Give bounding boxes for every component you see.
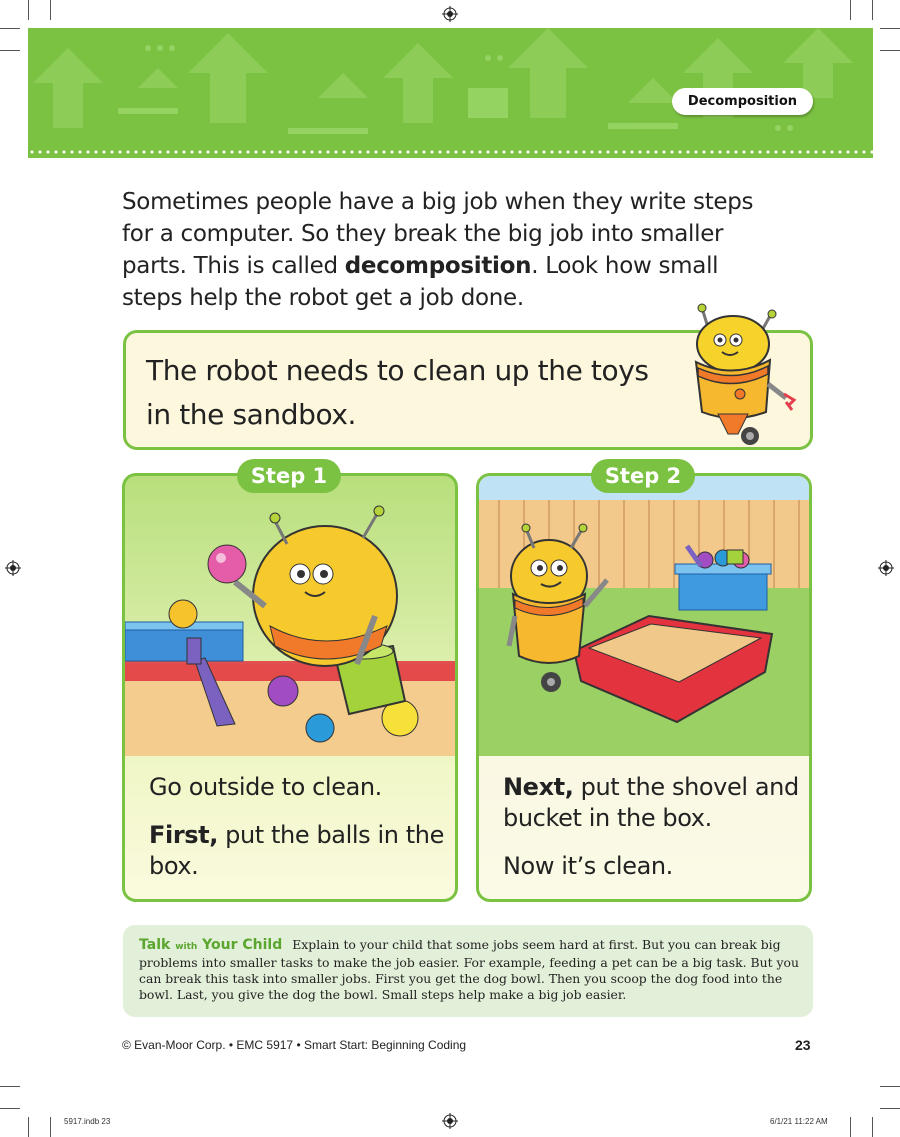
step-2-text: put the shovel and <box>573 773 799 801</box>
crop-mark <box>880 1108 900 1109</box>
dotted-line-decoration <box>28 150 873 154</box>
tip-text: Explain to your child that some jobs seem hard at first. But you can break big problems into smaller tasks to make the job easier. For example, feeding a pet can be a big task. But you can break this task into smaller jobs. First you get the dog bowl. Then you scoop the dog food into the bowl. Last, you give the dog the bowl. Small steps help make a big job easier. <box>139 937 799 1002</box>
crop-mark <box>850 1117 851 1137</box>
step-2-illustration <box>479 476 809 756</box>
crop-mark <box>50 0 51 20</box>
intro-text: Sometimes people have a big job when they write steps for a computer. So they break the big job into smaller parts. This is called <box>122 189 754 279</box>
intro-text-end: . Look how small steps help the robot get a job done. <box>122 253 719 311</box>
crop-mark <box>28 0 29 20</box>
section-tag: Decomposition <box>672 88 813 115</box>
step-2-line: Now it’s clean. <box>503 852 673 880</box>
step-1-illustration <box>125 496 455 756</box>
crop-mark <box>0 1108 20 1109</box>
registration-mark-icon <box>442 6 458 22</box>
step-2-keyword: Next, <box>503 773 574 801</box>
task-line: The robot needs to clean up the toys <box>146 354 649 387</box>
step-1-card <box>122 473 458 902</box>
tip-paragraph <box>139 937 799 1003</box>
robot-illustration <box>688 302 798 450</box>
crop-mark <box>880 50 900 51</box>
crop-mark <box>880 1086 900 1087</box>
print-slug-date: 6/1/21 11:22 AM <box>770 1117 828 1126</box>
step-1-line: Go outside to clean. <box>149 773 382 801</box>
footer-credit: © Evan-Moor Corp. • EMC 5917 • Smart Start: Beginning Coding <box>122 1038 467 1052</box>
step-1-instruction-cont: box. <box>149 852 199 880</box>
crop-mark <box>880 28 900 29</box>
tip-label: Talk with Your Child <box>139 937 283 953</box>
crop-mark <box>872 0 873 20</box>
step-2-instruction <box>503 772 799 803</box>
registration-mark-icon <box>878 560 894 576</box>
crop-mark <box>850 0 851 20</box>
crop-mark <box>0 50 20 51</box>
parent-tip-box <box>123 925 813 1017</box>
header-banner <box>28 28 873 158</box>
crop-mark <box>0 28 20 29</box>
step-1-keyword: First, <box>149 821 218 849</box>
crop-mark <box>0 1086 20 1087</box>
registration-mark-icon <box>442 1113 458 1129</box>
task-text <box>146 349 666 437</box>
task-line: in the sandbox. <box>146 398 357 431</box>
crop-mark <box>872 1117 873 1137</box>
print-slug-file: 5917.indb 23 <box>64 1117 111 1126</box>
step-1-label: Step 1 <box>237 459 341 493</box>
crop-mark <box>28 1117 29 1137</box>
step-2-instruction-cont: bucket in the box. <box>503 804 712 832</box>
intro-paragraph <box>122 186 782 314</box>
step-2-label: Step 2 <box>591 459 695 493</box>
registration-mark-icon <box>5 560 21 576</box>
step-1-instruction <box>149 820 444 851</box>
step-2-card <box>476 473 812 902</box>
step-1-text: put the balls in the <box>217 821 444 849</box>
page-number: 23 <box>795 1037 811 1053</box>
crop-mark <box>50 1117 51 1137</box>
intro-keyword: decomposition <box>344 253 532 279</box>
